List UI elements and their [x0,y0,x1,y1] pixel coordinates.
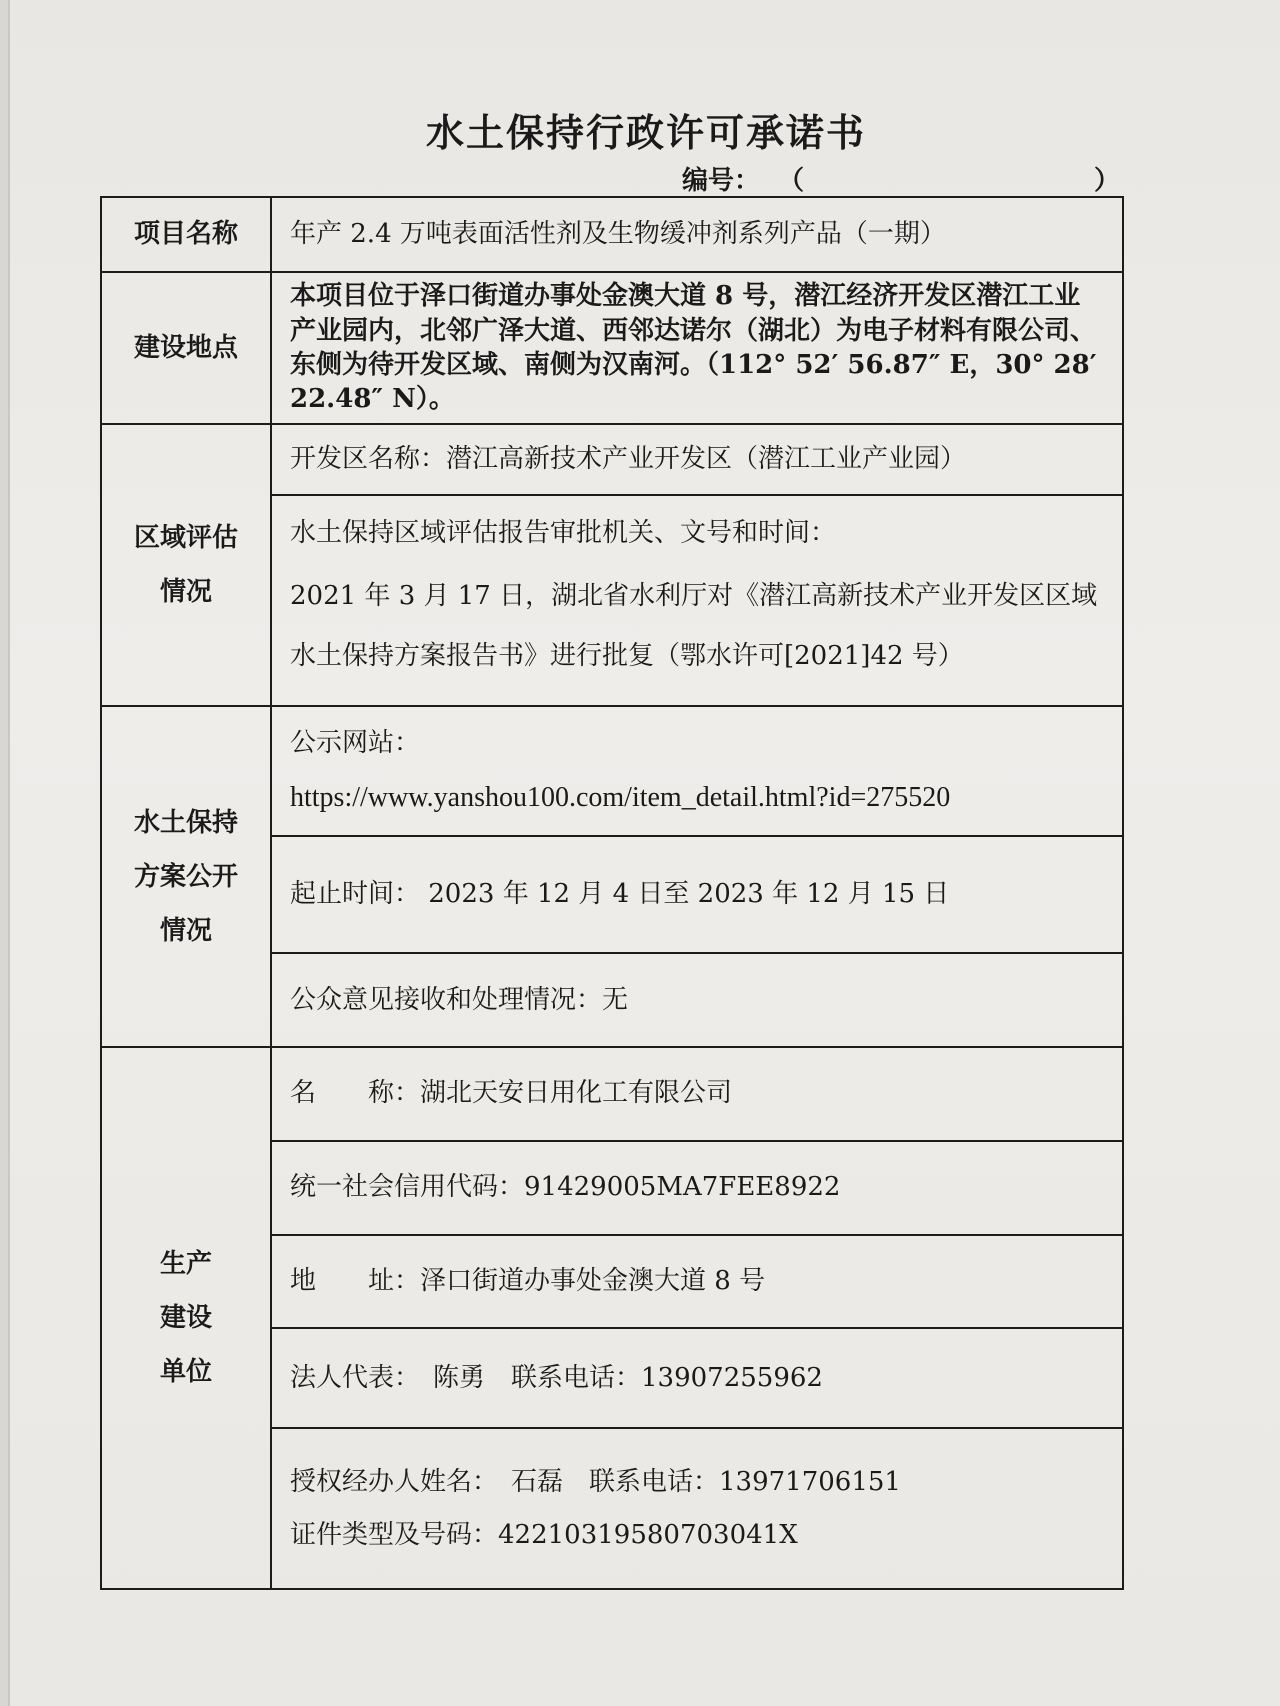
regional-assessment-label-line1: 区域评估 [133,523,238,554]
unit-agent: 授权经办人姓名： 石磊 联系电话：13971706151 [290,1466,901,1497]
unit-address: 地 址：泽口街道办事处金澳大道 8 号 [271,1235,1123,1329]
project-name-value: 年产 2.4 万吨表面活性剂及生物缓冲剂系列产品（一期） [271,197,1123,272]
number-paren-close: ） [1094,166,1121,196]
unit-label [101,1047,271,1589]
row-project-name [101,197,1123,272]
project-name-label: 项目名称 [101,197,271,272]
agent-cell [271,1428,1123,1589]
website-url: https://www.yanshou100.com/item_detail.html?id=275520 [290,781,951,813]
location-label: 建设地点 [101,272,271,424]
row-location [101,272,1123,424]
public-opinion: 公众意见接收和处理情况：无 [271,953,1123,1047]
regional-assessment-label-line2: 情况 [159,577,212,608]
commitment-form-table [100,196,1124,1590]
document-number [682,160,1121,197]
unit-id-type: 证件类型及号码：42210319580703041X [290,1519,798,1550]
number-label: 编号： [682,166,761,196]
website-cell [271,706,1123,836]
document-title: 水土保持行政许可承诺书 [425,110,866,155]
approval-cell [271,495,1123,706]
unit-label-line2: 建设 [159,1302,212,1333]
website-label: 公示网站： [290,727,421,758]
approval-text: 2021 年 3 月 17 日，湖北省水利厅对《潜江高新技术产业开发区区域水土保持方案报告书》进行批复（鄂水许可[2021]42 号） [290,581,1098,672]
disclosure-label-line3: 情况 [159,915,212,946]
unit-credit-code: 统一社会信用代码：91429005MA7FEE8922 [271,1141,1123,1235]
number-paren-open: （ [778,166,805,196]
approval-heading: 水土保持区域评估报告审批机关、文号和时间： [290,518,837,549]
zone-name-value: 开发区名称：潜江高新技术产业开发区（潜江工业产业园） [271,424,1123,495]
row-website [101,706,1123,836]
unit-legal-rep: 法人代表： 陈勇 联系电话：13907255962 [271,1328,1123,1428]
disclosure-label-line2: 方案公开 [133,861,238,892]
disclosure-label [101,706,271,1047]
disclosure-label-line1: 水土保持 [133,807,238,838]
disclosure-period: 起止时间： 2023 年 12 月 4 日至 2023 年 12 月 15 日 [271,836,1123,953]
row-unit-name [101,1047,1123,1141]
unit-name: 名 称：湖北天安日用化工有限公司 [271,1047,1123,1141]
unit-label-line1: 生产 [159,1248,212,1279]
unit-label-line3: 单位 [159,1356,212,1387]
regional-assessment-label [101,424,271,706]
row-zone-name [101,424,1123,495]
location-value: 本项目位于泽口街道办事处金澳大道 8 号，潜江经济开发区潜江工业产业园内，北邻广泽大道、西邻达诺尔（湖北）为电子材料有限公司、东侧为待开发区域、南侧为汉南河。（112° 52′ 56.87″ E，30° 28′ 22.48″ N）。 [271,272,1123,424]
